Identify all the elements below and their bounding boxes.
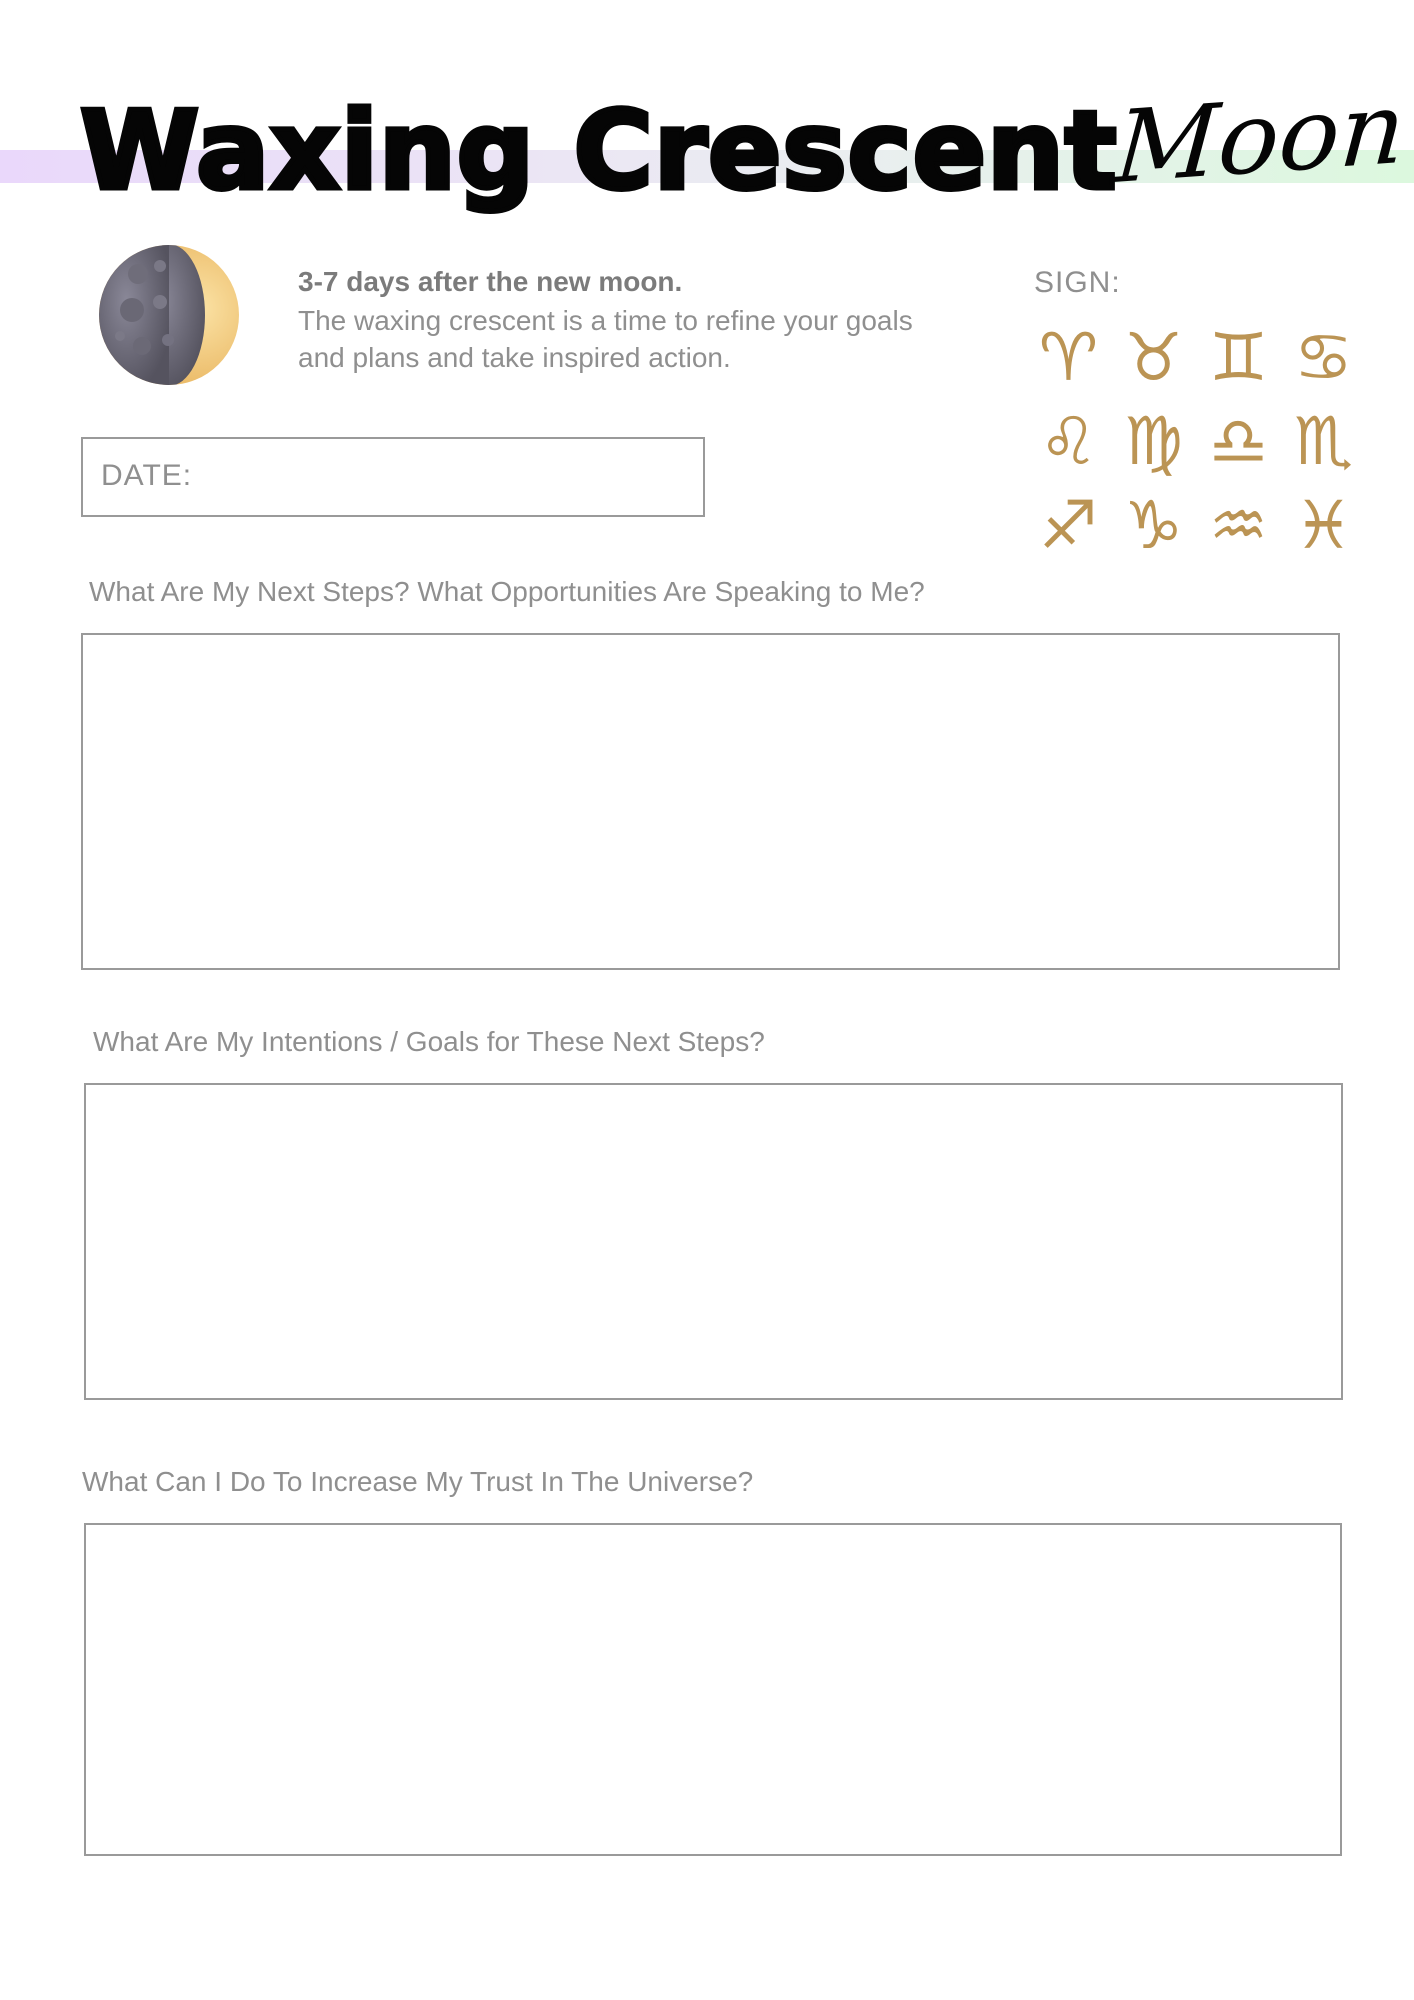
aries-icon: ♈︎ (1038, 319, 1099, 396)
answer-box-next-steps[interactable] (81, 633, 1340, 970)
sign-label: SIGN: (1034, 266, 1121, 299)
aquarius-icon: ♒︎ (1208, 487, 1269, 564)
sagittarius-icon: ♐︎ (1038, 487, 1099, 564)
date-label: DATE: (101, 459, 193, 492)
prompt-trust-universe: What Can I Do To Increase My Trust In The Universe? (82, 1466, 754, 1497)
gemini-icon: ♊︎ (1208, 319, 1269, 396)
prompt-next-steps: What Are My Next Steps? What Opportunities Are Speaking to Me? (89, 576, 925, 607)
waxing-crescent-moon-icon (98, 244, 240, 386)
prompt-intentions: What Are My Intentions / Goals for These Next Steps? (93, 1026, 765, 1057)
phase-description: The waxing crescent is a time to refine your goals and plans and take inspired action. (298, 305, 913, 373)
scorpio-icon: ♏︎ (1293, 403, 1354, 480)
cancer-icon: ♋︎ (1293, 319, 1354, 396)
answer-box-intentions[interactable] (84, 1083, 1343, 1400)
taurus-icon: ♉︎ (1123, 319, 1184, 396)
capricorn-icon: ♑︎ (1123, 487, 1184, 564)
libra-icon: ♎︎ (1208, 403, 1269, 480)
date-field[interactable] (81, 437, 705, 517)
answer-box-trust-universe[interactable] (84, 1523, 1342, 1856)
page-title: Waxing Crescent (80, 89, 1118, 214)
leo-icon: ♌︎ (1038, 403, 1099, 480)
phase-heading: 3-7 days after the new moon. (298, 266, 683, 297)
pisces-icon: ♓︎ (1293, 487, 1354, 564)
zodiac-sign-grid (1026, 316, 1366, 568)
virgo-icon: ♍︎ (1123, 403, 1184, 480)
page-title-script: Moon (1111, 69, 1410, 206)
